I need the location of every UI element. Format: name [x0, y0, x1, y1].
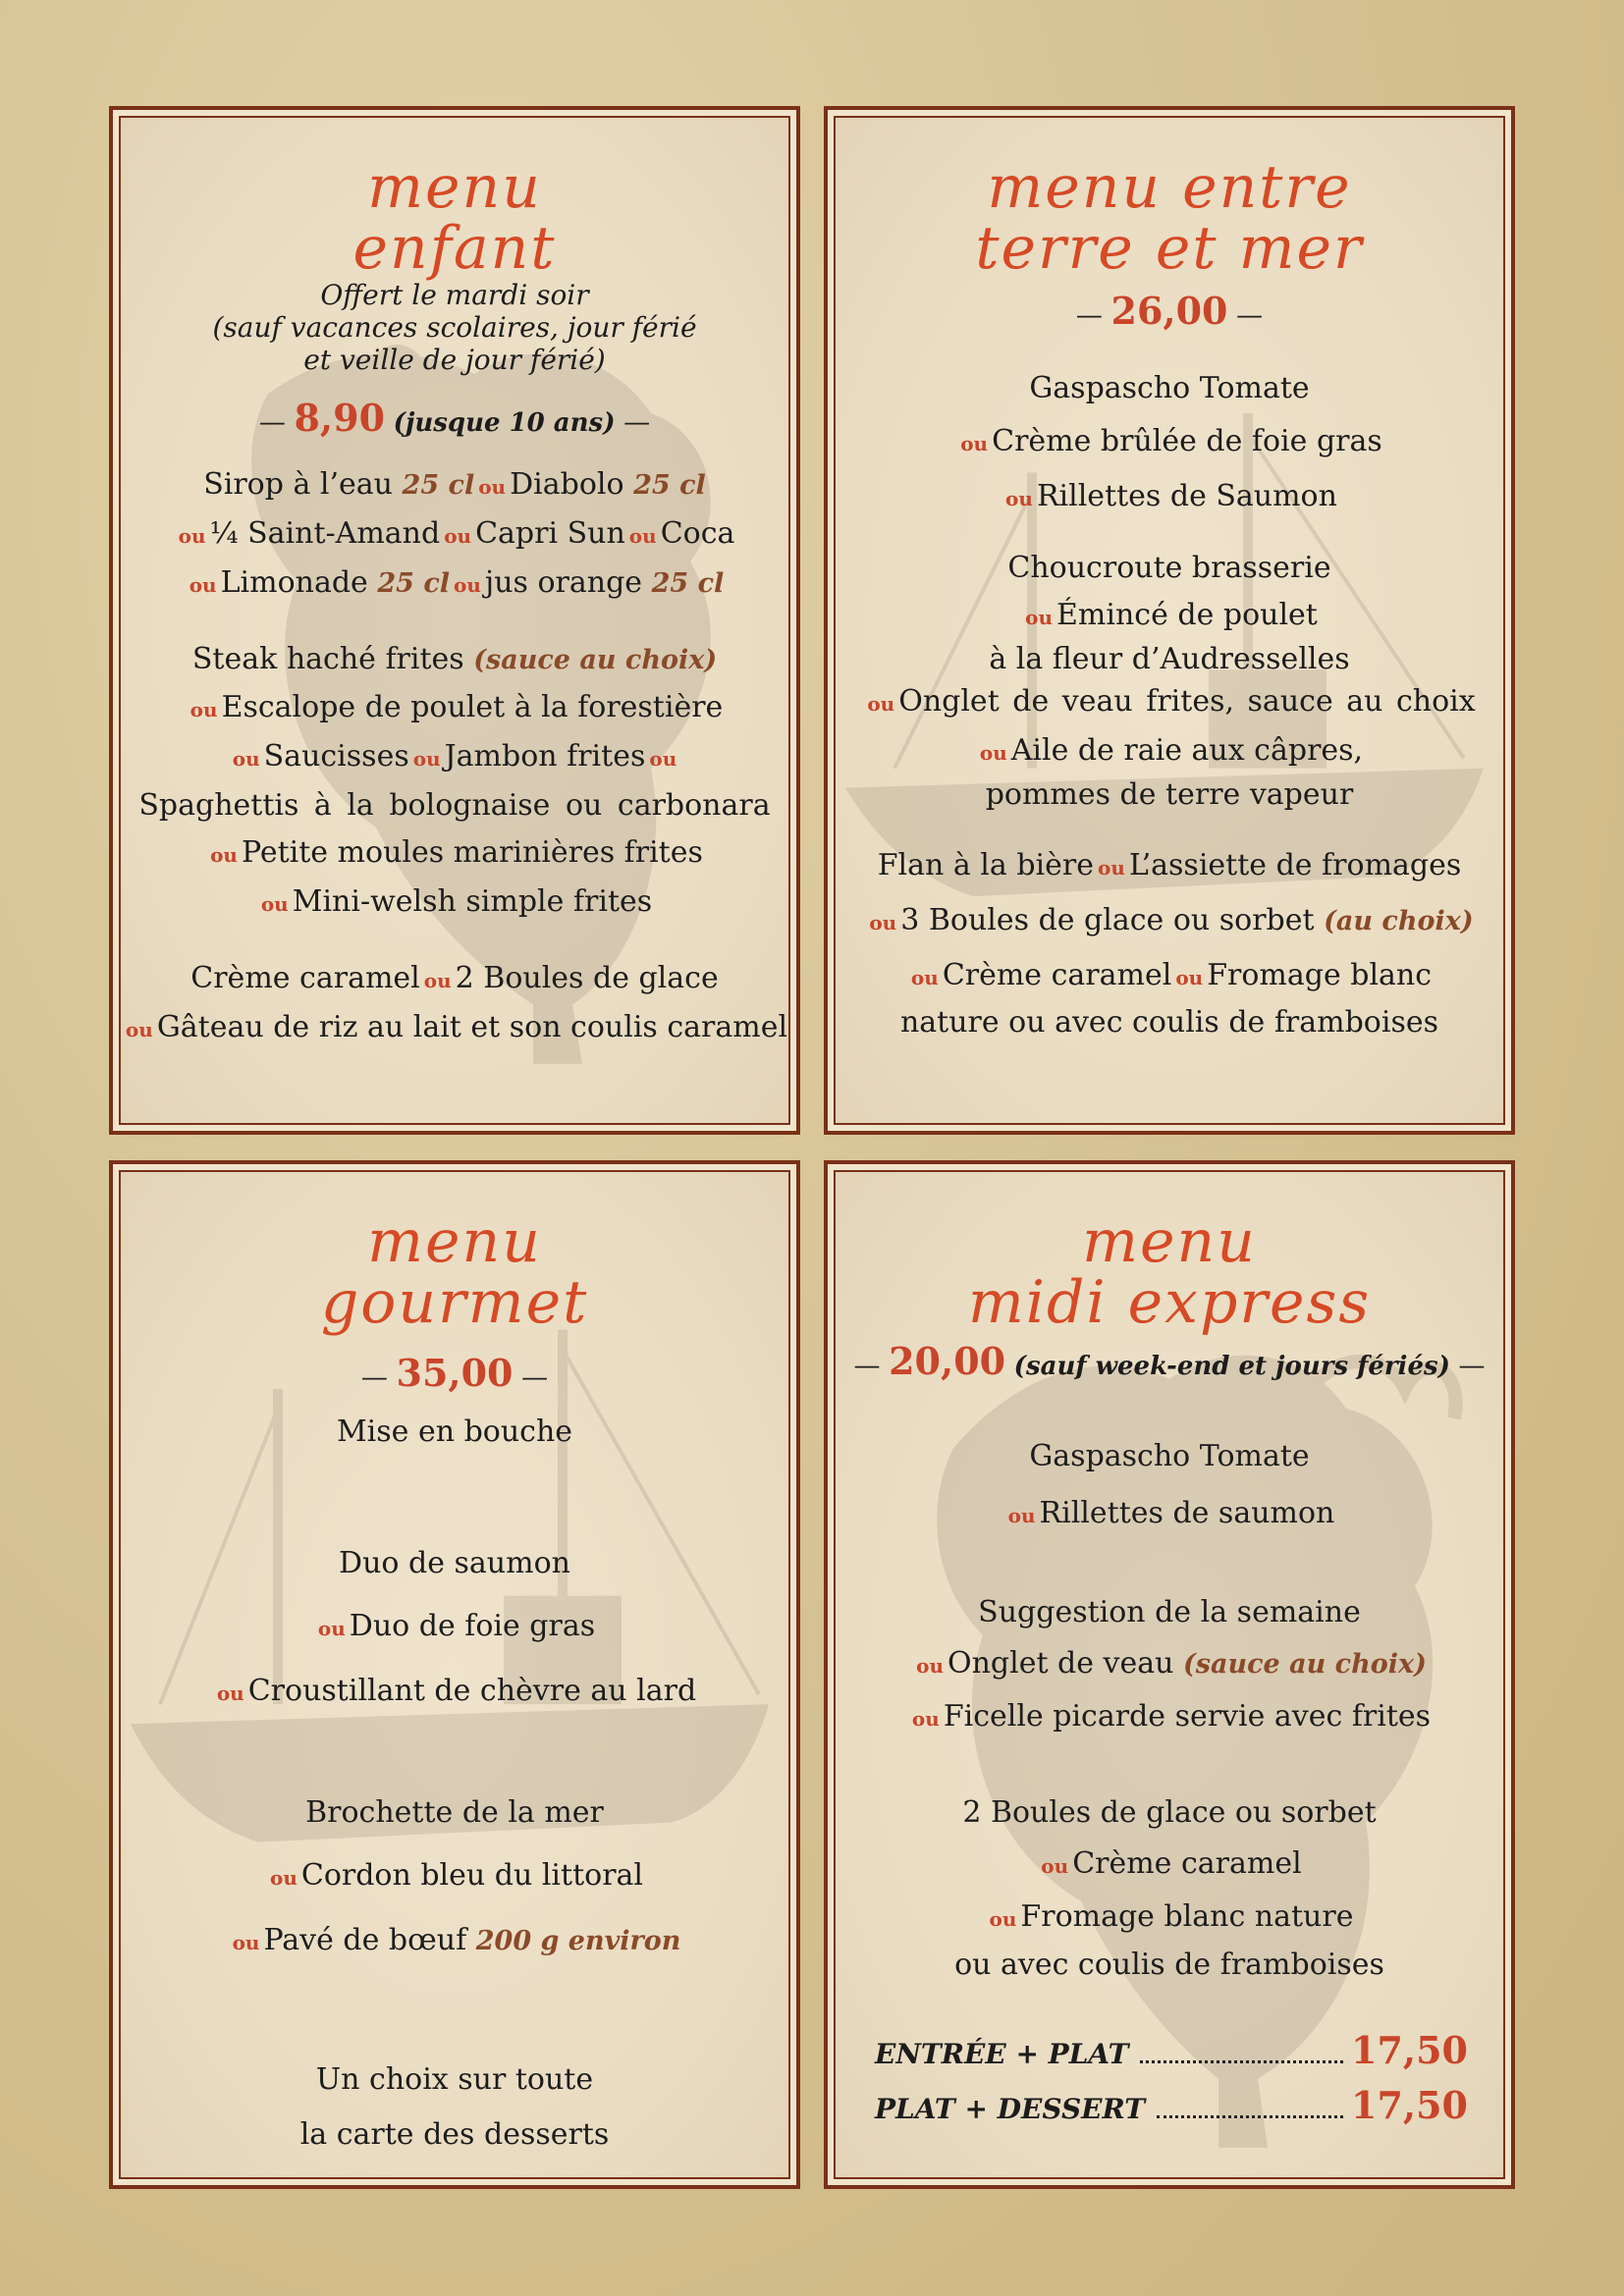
- menu-midi-express-panel: [824, 1160, 1515, 2189]
- formula-label: ENTRÉE + PLAT: [875, 2038, 1129, 2070]
- formula-entree-plat: [875, 2025, 1468, 2080]
- main-item-3: ou Ficelle picarde servie avec frites: [911, 1699, 1432, 1734]
- main-item-3: ou Pavé de bœuf 200 g environ: [232, 1923, 681, 1957]
- amuse-bouche: Mise en bouche: [336, 1415, 573, 1449]
- formula-price: 17,50: [1351, 2028, 1468, 2072]
- dessert-item-1: 2 Boules de glace ou sorbet: [962, 1795, 1377, 1830]
- main-item-1: Steak haché frites (sauce au choix): [191, 642, 718, 676]
- offer-subtitle-3: et veille de jour férié): [303, 344, 606, 376]
- offer-subtitle-1: Offert le mardi soir: [320, 279, 589, 311]
- starter-item-3: ou Croustillant de chèvre au lard: [216, 1674, 697, 1708]
- formula-plat-dessert: [875, 2080, 1468, 2135]
- price-note: (sauf week-end et jours fériés): [1013, 1352, 1450, 1381]
- price-line: — 26,00 —: [1075, 289, 1264, 333]
- dessert-item-2: ou 3 Boules de glace ou sorbet (au choix): [869, 903, 1474, 937]
- dessert-item-3: ou Crème caramel ou Fromage blanc: [910, 958, 1433, 992]
- starter-item-2: ou Crème brûlée de foie gras: [960, 424, 1382, 458]
- main-item-2: ou Émincé de poulet: [1025, 598, 1318, 632]
- menu-title-line2: enfant: [352, 214, 557, 283]
- main-item-5: ou Petite moules marinières frites: [210, 835, 703, 870]
- menu-title-line2: midi express: [967, 1268, 1372, 1337]
- dessert-item-2: ou Gâteau de riz au lait et son coulis caramel: [125, 1010, 788, 1044]
- drinks-line-3: ou Limonade 25 cl ou jus orange 25 cl: [189, 565, 725, 600]
- dessert-item-3: ou Fromage blanc nature: [989, 1899, 1354, 1934]
- price-line: — 35,00 —: [360, 1351, 549, 1395]
- main-item-2: ou Cordon bleu du littoral: [269, 1858, 644, 1893]
- price-line: — 20,00 (sauf week-end et jours fériés) —: [853, 1339, 1486, 1383]
- menu-price: 8,90: [294, 396, 386, 440]
- starter-item-1: Duo de saumon: [339, 1546, 570, 1580]
- menu-enfant-panel: [109, 106, 800, 1135]
- dessert-item-2: ou Crème caramel: [1041, 1846, 1302, 1881]
- main-item-2: ou Onglet de veau (sauce au choix): [916, 1646, 1427, 1681]
- menu-title-line2: gourmet: [320, 1268, 589, 1337]
- starter-item-3: ou Rillettes de Saumon: [1005, 479, 1337, 513]
- starter-item-2: ou Rillettes de saumon: [1007, 1496, 1335, 1530]
- main-item-1: Brochette de la mer: [305, 1795, 604, 1830]
- main-item-3: ou Saucisses ou Jambon frites ou: [232, 739, 677, 774]
- menu-price: 26,00: [1110, 289, 1228, 333]
- main-item-4: Spaghettis à la bolognaise ou carbonara: [138, 788, 771, 823]
- main-item-4: ou Aile de raie aux câpres,: [979, 733, 1364, 768]
- menu-title-line1: menu: [367, 153, 542, 222]
- menu-price: 35,00: [396, 1351, 514, 1395]
- menu-title-line1: menu: [367, 1207, 542, 1276]
- dessert-item-1: Flan à la bière ou L’assiette de fromages: [877, 848, 1462, 882]
- main-item-2: ou Escalope de poulet à la forestière: [189, 690, 724, 724]
- main-item-6: ou Mini-welsh simple frites: [260, 884, 653, 919]
- dessert-item-1: Crème caramel ou 2 Boules de glace: [190, 961, 719, 995]
- starter-item-2: ou Duo de foie gras: [317, 1609, 596, 1643]
- menu-title-line1: menu: [1082, 1207, 1257, 1276]
- formula-label: PLAT + DESSERT: [875, 2093, 1146, 2125]
- starter-item-1: Gaspascho Tomate: [1029, 1439, 1310, 1473]
- drinks-line-2: ou ¼ Saint-Amand ou Capri Sun ou Coca: [178, 516, 735, 551]
- main-item-4b: pommes de terre vapeur: [985, 777, 1354, 812]
- main-item-1: Suggestion de la semaine: [978, 1595, 1361, 1629]
- drinks-line-1: Sirop à l’eau 25 cl ou Diabolo 25 cl: [203, 467, 706, 502]
- main-item-2b: à la fleur d’Audresselles: [989, 642, 1350, 676]
- offer-subtitle-2: (sauf vacances scolaires, jour férié: [212, 311, 697, 344]
- dessert-line-1: Un choix sur toute: [315, 2062, 594, 2097]
- dessert-line-2: la carte des desserts: [299, 2117, 610, 2152]
- menu-gourmet-panel: [109, 1160, 800, 2189]
- menu-price: 20,00: [889, 1339, 1006, 1383]
- price-line: — 8,90 (jusque 10 ans) —: [258, 396, 651, 440]
- dessert-item-4: nature ou avec coulis de framboises: [899, 1005, 1439, 1040]
- formula-price: 17,50: [1351, 2083, 1468, 2127]
- price-note: (jusque 10 ans): [393, 408, 616, 438]
- main-item-3: ou Onglet de veau frites, sauce au choix: [867, 684, 1476, 719]
- dessert-item-4: ou avec coulis de framboises: [954, 1948, 1384, 1982]
- menu-terre-mer-panel: [824, 106, 1515, 1135]
- main-item-1: Choucroute brasserie: [1007, 551, 1331, 585]
- menu-title-line1: menu entre: [987, 153, 1352, 222]
- starter-item-1: Gaspascho Tomate: [1029, 371, 1310, 405]
- menu-title-line2: terre et mer: [975, 214, 1364, 283]
